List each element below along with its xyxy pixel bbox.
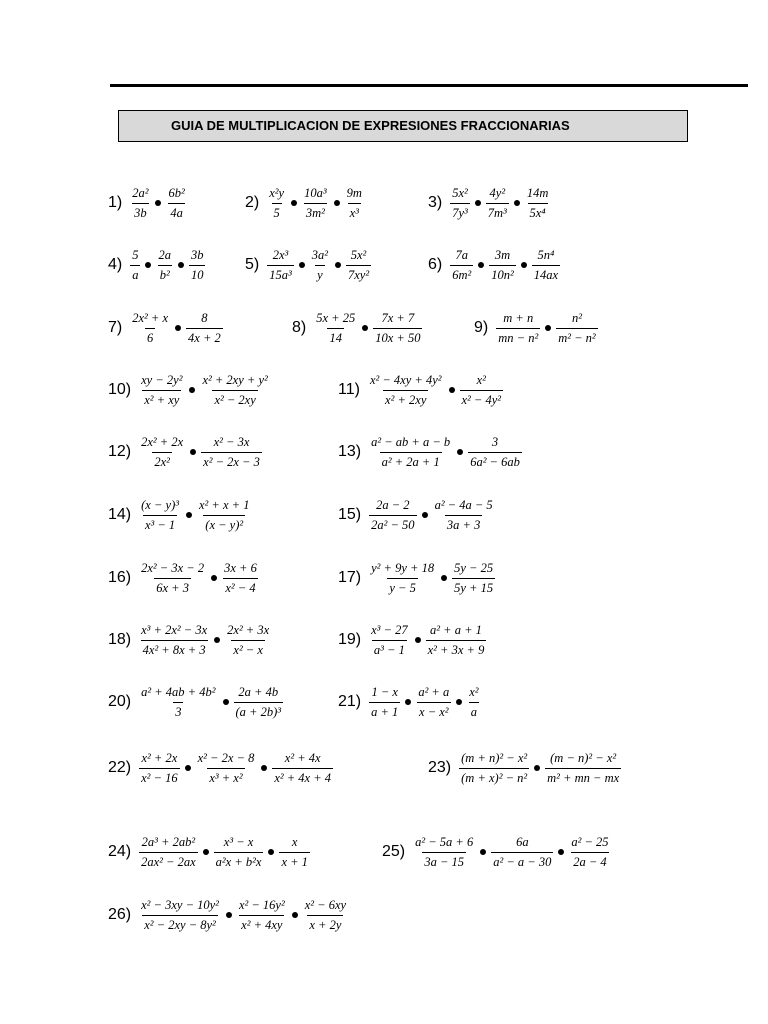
denominator: 4x² + 8x + 3 bbox=[141, 640, 208, 657]
numerator: 7a bbox=[455, 248, 468, 262]
problem-number: 17) bbox=[338, 569, 362, 586]
numerator: n² bbox=[571, 311, 582, 325]
fraction bbox=[310, 249, 330, 281]
multiply-dot-icon bbox=[480, 849, 486, 855]
numerator: 5x² bbox=[452, 186, 468, 200]
fraction bbox=[525, 187, 551, 219]
fraction bbox=[433, 499, 495, 531]
fraction bbox=[139, 752, 179, 784]
denominator: 2a − 4 bbox=[571, 852, 608, 869]
fraction bbox=[139, 899, 221, 931]
problem-number: 9) bbox=[474, 319, 489, 336]
numerator: 7x + 7 bbox=[381, 311, 415, 325]
fraction bbox=[197, 499, 251, 531]
denominator: (a + 2b)³ bbox=[234, 702, 284, 719]
numerator: a² − ab + a − b bbox=[371, 435, 451, 449]
numerator: 2x² + 2x bbox=[141, 435, 184, 449]
multiply-dot-icon bbox=[514, 200, 520, 206]
problem-10 bbox=[108, 370, 272, 410]
problem-number: 11) bbox=[338, 381, 360, 398]
fraction bbox=[139, 374, 184, 406]
fraction bbox=[130, 249, 140, 281]
numerator: 1 − x bbox=[371, 685, 398, 699]
numerator: x² − 3xy − 10y² bbox=[141, 898, 219, 912]
numerator: 2x² + 3x bbox=[227, 623, 270, 637]
fraction bbox=[130, 187, 150, 219]
numerator: xy − 2y² bbox=[141, 373, 183, 387]
problem-8 bbox=[292, 308, 424, 348]
denominator: 2x² bbox=[152, 452, 172, 469]
problem-number: 10) bbox=[108, 381, 132, 398]
multiply-dot-icon bbox=[211, 575, 217, 581]
denominator: 5 bbox=[272, 203, 282, 220]
problem-19 bbox=[338, 620, 488, 660]
problem-number: 23) bbox=[428, 759, 452, 776]
denominator: 14ax bbox=[532, 265, 560, 282]
multiply-dot-icon bbox=[178, 262, 184, 268]
problem-number: 25) bbox=[382, 843, 406, 860]
fraction bbox=[346, 249, 371, 281]
fraction bbox=[486, 187, 509, 219]
numerator: 2a bbox=[158, 248, 171, 262]
problem-number: 24) bbox=[108, 843, 132, 860]
problem-number: 2) bbox=[245, 194, 260, 211]
fraction bbox=[302, 187, 329, 219]
fraction bbox=[460, 374, 504, 406]
numerator: x² + 2x bbox=[141, 751, 178, 765]
denominator: x + 1 bbox=[279, 852, 309, 869]
fraction bbox=[369, 499, 416, 531]
problem-number: 4) bbox=[108, 256, 123, 273]
numerator: x² + 2xy + y² bbox=[202, 373, 268, 387]
denominator: x + 2y bbox=[307, 915, 343, 932]
numerator: 3 bbox=[491, 435, 499, 449]
denominator: 7m³ bbox=[486, 203, 509, 220]
multiply-dot-icon bbox=[189, 387, 195, 393]
multiply-dot-icon bbox=[145, 262, 151, 268]
denominator: a³ − 1 bbox=[372, 640, 407, 657]
denominator: x² − 2x − 3 bbox=[201, 452, 262, 469]
numerator: 2a − 2 bbox=[376, 498, 410, 512]
problem-14 bbox=[108, 495, 253, 535]
denominator: 10n² bbox=[489, 265, 516, 282]
denominator: x² − 2xy − 8y² bbox=[142, 915, 218, 932]
problem-number: 18) bbox=[108, 631, 132, 648]
denominator: y bbox=[315, 265, 325, 282]
multiply-dot-icon bbox=[456, 699, 462, 705]
denominator: x² + 3x + 9 bbox=[426, 640, 487, 657]
problem-18 bbox=[108, 620, 273, 660]
denominator: 15a³ bbox=[267, 265, 294, 282]
fraction bbox=[139, 562, 206, 594]
numerator: a² − 25 bbox=[571, 835, 609, 849]
multiply-dot-icon bbox=[186, 512, 192, 518]
fraction bbox=[459, 752, 529, 784]
numerator: 5x² bbox=[350, 248, 367, 262]
fraction bbox=[130, 312, 170, 344]
fraction bbox=[201, 436, 262, 468]
denominator: 6x + 3 bbox=[154, 578, 191, 595]
numerator: 9m bbox=[346, 186, 362, 200]
problem-number: 26) bbox=[108, 906, 132, 923]
numerator: x² bbox=[476, 373, 486, 387]
denominator: 5x⁴ bbox=[528, 203, 548, 220]
multiply-dot-icon bbox=[478, 262, 484, 268]
problem-number: 20) bbox=[108, 693, 132, 710]
problem-13 bbox=[338, 432, 524, 472]
denominator: a bbox=[469, 702, 479, 719]
problem-9 bbox=[474, 308, 600, 348]
fraction bbox=[426, 624, 487, 656]
problem-2 bbox=[245, 183, 366, 223]
numerator: x² − 6xy bbox=[304, 898, 347, 912]
numerator: 2a³ + 2ab² bbox=[141, 835, 196, 849]
multiply-dot-icon bbox=[226, 912, 232, 918]
multiply-dot-icon bbox=[190, 449, 196, 455]
denominator: 3a + 3 bbox=[445, 515, 482, 532]
fraction bbox=[225, 624, 271, 656]
denominator: 3m² bbox=[304, 203, 327, 220]
numerator: 2x² − 3x − 2 bbox=[141, 561, 205, 575]
problem-number: 22) bbox=[108, 759, 132, 776]
denominator: a²x + b²x bbox=[214, 852, 264, 869]
fraction bbox=[189, 249, 206, 281]
problem-5 bbox=[245, 245, 373, 285]
denominator: a + 1 bbox=[369, 702, 400, 719]
page-title: GUIA DE MULTIPLICACION DE EXPRESIONES FRACCIONARIAS bbox=[118, 110, 688, 142]
denominator: x − x² bbox=[417, 702, 451, 719]
denominator: 4x + 2 bbox=[186, 328, 223, 345]
denominator: x² + xy bbox=[142, 390, 181, 407]
denominator: 10x + 50 bbox=[373, 328, 422, 345]
problem-7 bbox=[108, 308, 225, 348]
problem-number: 5) bbox=[245, 256, 260, 273]
fraction bbox=[267, 249, 294, 281]
numerator: 3x + 6 bbox=[224, 561, 257, 575]
multiply-dot-icon bbox=[334, 200, 340, 206]
problem-25 bbox=[382, 832, 613, 872]
fraction bbox=[200, 374, 269, 406]
denominator: b² bbox=[158, 265, 172, 282]
problem-number: 6) bbox=[428, 256, 443, 273]
denominator: 4a bbox=[168, 203, 185, 220]
problem-20 bbox=[108, 682, 285, 722]
fraction bbox=[139, 624, 209, 656]
fraction bbox=[468, 436, 522, 468]
numerator: 2a + 4b bbox=[238, 685, 279, 699]
numerator: x² + 4x bbox=[284, 751, 321, 765]
denominator: m² − n² bbox=[556, 328, 597, 345]
denominator: x³ − 1 bbox=[143, 515, 177, 532]
denominator: 6m² bbox=[450, 265, 473, 282]
fraction bbox=[303, 899, 348, 931]
denominator: 7y³ bbox=[450, 203, 470, 220]
top-rule bbox=[110, 84, 748, 87]
numerator: 3a² bbox=[311, 248, 328, 262]
fraction bbox=[139, 436, 185, 468]
numerator: x³ − x bbox=[223, 835, 254, 849]
denominator: x³ + x² bbox=[207, 768, 244, 785]
numerator: x² − 3x bbox=[213, 435, 250, 449]
denominator: m² + mn − mx bbox=[545, 768, 621, 785]
numerator: x bbox=[291, 835, 298, 849]
fraction bbox=[532, 249, 560, 281]
fraction bbox=[489, 249, 516, 281]
denominator: (m + x)² − n² bbox=[459, 768, 529, 785]
fraction bbox=[373, 312, 422, 344]
numerator: 4y² bbox=[489, 186, 506, 200]
fraction bbox=[345, 187, 364, 219]
fraction bbox=[556, 312, 597, 344]
numerator: 5n⁴ bbox=[537, 248, 555, 262]
numerator: 10a³ bbox=[304, 186, 327, 200]
multiply-dot-icon bbox=[534, 765, 540, 771]
numerator: 3b bbox=[190, 248, 204, 262]
multiply-dot-icon bbox=[223, 699, 229, 705]
fraction bbox=[139, 686, 217, 718]
problem-26 bbox=[108, 895, 350, 935]
multiply-dot-icon bbox=[291, 200, 297, 206]
fraction bbox=[368, 374, 444, 406]
denominator: a² − a − 30 bbox=[491, 852, 553, 869]
problem-12 bbox=[108, 432, 264, 472]
numerator: 8 bbox=[201, 311, 208, 325]
denominator: x² − 4y² bbox=[460, 390, 504, 407]
fraction bbox=[369, 686, 400, 718]
numerator: 2x² + x bbox=[132, 311, 169, 325]
numerator: 6a bbox=[516, 835, 529, 849]
numerator: y² + 9y + 18 bbox=[371, 561, 435, 575]
fraction bbox=[569, 836, 610, 868]
numerator: (x − y)³ bbox=[141, 498, 179, 512]
numerator: (m − n)² − x² bbox=[550, 751, 617, 765]
denominator: x² − 2xy bbox=[212, 390, 257, 407]
numerator: 6b² bbox=[168, 186, 185, 200]
multiply-dot-icon bbox=[558, 849, 564, 855]
denominator: a bbox=[130, 265, 140, 282]
multiply-dot-icon bbox=[415, 637, 421, 643]
multiply-dot-icon bbox=[185, 765, 191, 771]
problem-6 bbox=[428, 245, 562, 285]
problem-1 bbox=[108, 183, 189, 223]
numerator: x² bbox=[469, 685, 479, 699]
problem-number: 1) bbox=[108, 194, 123, 211]
denominator: 3b bbox=[132, 203, 149, 220]
numerator: x³ + 2x² − 3x bbox=[141, 623, 208, 637]
fraction bbox=[139, 836, 198, 868]
fraction bbox=[413, 836, 475, 868]
multiply-dot-icon bbox=[155, 200, 161, 206]
numerator: x³ − 27 bbox=[371, 623, 408, 637]
fraction bbox=[491, 836, 553, 868]
denominator: y − 5 bbox=[387, 578, 417, 595]
denominator: 2ax² − 2ax bbox=[139, 852, 198, 869]
multiply-dot-icon bbox=[441, 575, 447, 581]
multiply-dot-icon bbox=[475, 200, 481, 206]
denominator: x² − 16 bbox=[139, 768, 179, 785]
numerator: 14m bbox=[526, 186, 549, 200]
fraction bbox=[545, 752, 621, 784]
denominator: 2a² − 50 bbox=[369, 515, 416, 532]
problem-24 bbox=[108, 832, 312, 872]
fraction bbox=[237, 899, 287, 931]
denominator: x² − x bbox=[231, 640, 265, 657]
problem-4 bbox=[108, 245, 207, 285]
denominator: x² + 4x + 4 bbox=[272, 768, 333, 785]
multiply-dot-icon bbox=[203, 849, 209, 855]
numerator: 5 bbox=[132, 248, 139, 262]
fraction bbox=[450, 249, 473, 281]
numerator: 5y − 25 bbox=[454, 561, 494, 575]
fraction bbox=[267, 187, 286, 219]
denominator: 6a² − 6ab bbox=[468, 452, 522, 469]
multiply-dot-icon bbox=[299, 262, 305, 268]
multiply-dot-icon bbox=[214, 637, 220, 643]
problem-11 bbox=[338, 370, 505, 410]
fraction bbox=[314, 312, 357, 344]
fraction bbox=[416, 686, 451, 718]
multiply-dot-icon bbox=[422, 512, 428, 518]
fraction bbox=[452, 562, 495, 594]
fraction bbox=[369, 624, 409, 656]
multiply-dot-icon bbox=[362, 325, 368, 331]
denominator: mn − n² bbox=[496, 328, 540, 345]
fraction bbox=[496, 312, 540, 344]
denominator: 5y + 15 bbox=[452, 578, 495, 595]
multiply-dot-icon bbox=[457, 449, 463, 455]
numerator: x² − 16y² bbox=[238, 898, 285, 912]
fraction bbox=[369, 562, 436, 594]
denominator: 10 bbox=[189, 265, 206, 282]
fraction bbox=[156, 249, 173, 281]
fraction bbox=[234, 686, 284, 718]
numerator: 2a² bbox=[132, 186, 149, 200]
fraction bbox=[139, 499, 181, 531]
problem-number: 15) bbox=[338, 506, 362, 523]
denominator: x³ bbox=[348, 203, 361, 220]
numerator: m + n bbox=[503, 311, 534, 325]
multiply-dot-icon bbox=[521, 262, 527, 268]
problem-21 bbox=[338, 682, 483, 722]
denominator: 3 bbox=[173, 702, 183, 719]
denominator: (x − y)² bbox=[203, 515, 245, 532]
denominator: a² + 2a + 1 bbox=[380, 452, 442, 469]
multiply-dot-icon bbox=[175, 325, 181, 331]
numerator: a² − 4a − 5 bbox=[434, 498, 493, 512]
problem-17 bbox=[338, 558, 497, 598]
fraction bbox=[467, 686, 480, 718]
problem-number: 3) bbox=[428, 194, 443, 211]
problem-number: 12) bbox=[108, 443, 132, 460]
numerator: x² − 2x − 8 bbox=[197, 751, 255, 765]
problem-number: 8) bbox=[292, 319, 307, 336]
fraction bbox=[166, 187, 186, 219]
denominator: 14 bbox=[327, 328, 344, 345]
numerator: a² − 5a + 6 bbox=[415, 835, 474, 849]
problem-23 bbox=[428, 748, 623, 788]
fraction bbox=[272, 752, 333, 784]
multiply-dot-icon bbox=[292, 912, 298, 918]
numerator: a² + 4ab + 4b² bbox=[141, 685, 216, 699]
numerator: 3m bbox=[494, 248, 511, 262]
problem-number: 21) bbox=[338, 693, 362, 710]
problem-number: 14) bbox=[108, 506, 132, 523]
denominator: 7xy² bbox=[346, 265, 371, 282]
numerator: x²y bbox=[269, 186, 285, 200]
multiply-dot-icon bbox=[449, 387, 455, 393]
problem-16 bbox=[108, 558, 261, 598]
denominator: 6 bbox=[145, 328, 155, 345]
fraction bbox=[196, 752, 257, 784]
numerator: 5x + 25 bbox=[316, 311, 356, 325]
problem-number: 16) bbox=[108, 569, 132, 586]
numerator: x² − 4xy + 4y² bbox=[369, 373, 442, 387]
denominator: 3a − 15 bbox=[422, 852, 466, 869]
problem-15 bbox=[338, 495, 497, 535]
problem-22 bbox=[108, 748, 335, 788]
fraction bbox=[369, 436, 452, 468]
numerator: a² + a bbox=[418, 685, 450, 699]
multiply-dot-icon bbox=[405, 699, 411, 705]
multiply-dot-icon bbox=[335, 262, 341, 268]
fraction bbox=[450, 187, 470, 219]
denominator: x² + 2xy bbox=[383, 390, 428, 407]
numerator: 2x³ bbox=[272, 248, 289, 262]
problem-number: 7) bbox=[108, 319, 123, 336]
numerator: a² + a + 1 bbox=[430, 623, 482, 637]
fraction bbox=[214, 836, 264, 868]
fraction bbox=[279, 836, 309, 868]
denominator: x² − 4 bbox=[223, 578, 257, 595]
denominator: x² + 4xy bbox=[239, 915, 284, 932]
numerator: (m + n)² − x² bbox=[461, 751, 528, 765]
multiply-dot-icon bbox=[268, 849, 274, 855]
multiply-dot-icon bbox=[545, 325, 551, 331]
fraction bbox=[186, 312, 223, 344]
problem-number: 13) bbox=[338, 443, 362, 460]
problem-3 bbox=[428, 183, 552, 223]
numerator: x² + x + 1 bbox=[198, 498, 250, 512]
multiply-dot-icon bbox=[261, 765, 267, 771]
problem-number: 19) bbox=[338, 631, 362, 648]
fraction bbox=[222, 562, 259, 594]
